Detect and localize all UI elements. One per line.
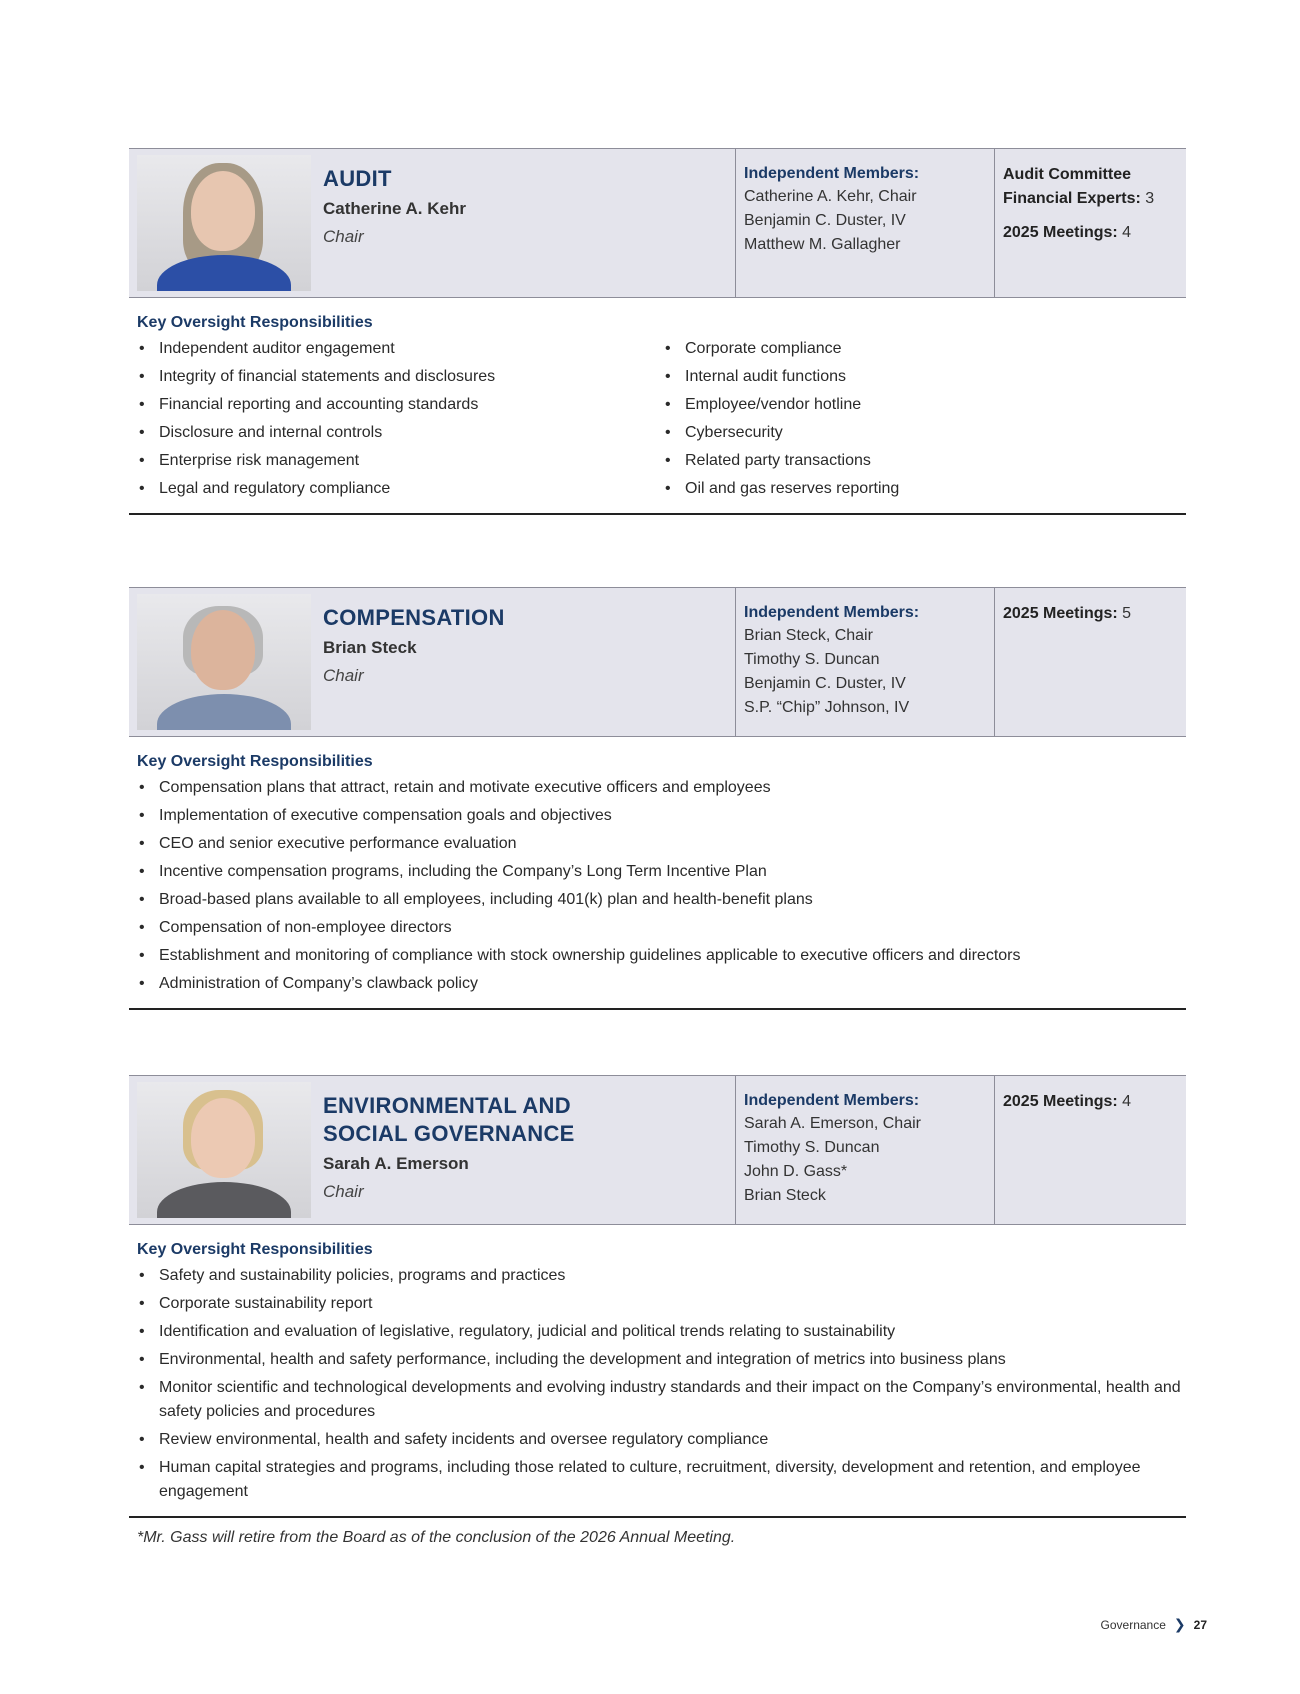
committee-header: [129, 1075, 1186, 1225]
list-item: • Safety and sustainability policies, programs and practices: [137, 1264, 1186, 1288]
list-item: • Internal audit functions: [663, 365, 899, 389]
chair-name: Brian Steck: [323, 638, 417, 657]
list-item: • Compensation of non-employee directors: [137, 916, 1186, 940]
list-item: • Cybersecurity: [663, 421, 899, 445]
list-item: • Enterprise risk management: [137, 449, 663, 473]
responsibilities-list: [137, 1264, 1186, 1504]
page-number: 27: [1193, 1617, 1207, 1632]
list-item: • Environmental, health and safety performance, including the development and integration of metrics into business plans: [137, 1348, 1186, 1372]
member: S.P. “Chip” Johnson, IV: [744, 699, 910, 716]
member: Catherine A. Kehr, Chair: [744, 188, 917, 205]
chair-photo: [137, 1082, 311, 1218]
esg-committee: [129, 1075, 1186, 1518]
list-item: • Implementation of executive compensation goals and objectives: [137, 804, 1186, 828]
responsibilities: [129, 1225, 1186, 1518]
chair-role: Chair: [323, 1182, 364, 1201]
member: Benjamin C. Duster, IV: [744, 675, 906, 692]
list-item: • Compensation plans that attract, retain and motivate executive officers and employees: [137, 776, 1186, 800]
member: Timothy S. Duncan: [744, 1139, 880, 1156]
list-item: • Identification and evaluation of legislative, regulatory, judicial and political trends relating to sustainability: [137, 1320, 1186, 1344]
list-item: • Administration of Company’s clawback policy: [137, 972, 1186, 996]
list-item: • Oil and gas reserves reporting: [663, 477, 899, 501]
responsibilities: [129, 298, 1186, 515]
responsibilities-list-left: [137, 337, 663, 505]
list-item: • Broad-based plans available to all employees, including 401(k) plan and health-benefit plans: [137, 888, 1186, 912]
responsibilities: [129, 737, 1186, 1010]
chair-name: Catherine A. Kehr: [323, 199, 466, 218]
compensation-committee: [129, 587, 1186, 1010]
members-label: Independent Members:: [744, 1092, 920, 1109]
list-item: • Review environmental, health and safety incidents and oversee regulatory compliance: [137, 1428, 1186, 1452]
list-item: • Incentive compensation programs, including the Company’s Long Term Incentive Plan: [137, 860, 1186, 884]
list-item: • Independent auditor engagement: [137, 337, 663, 361]
list-item: • Financial reporting and accounting standards: [137, 393, 663, 417]
stats-column: [994, 1076, 1186, 1224]
stats-column: [994, 149, 1186, 297]
footer-section: Governance: [1100, 1617, 1166, 1632]
responsibilities-list: [137, 776, 1186, 996]
chair-role: Chair: [323, 666, 364, 685]
list-item: • Corporate sustainability report: [137, 1292, 1186, 1316]
list-item: • Employee/vendor hotline: [663, 393, 899, 417]
list-item: • Establishment and monitoring of compliance with stock ownership guidelines applicable to executive officers and directors: [137, 944, 1186, 968]
chevron-right-icon: ❯: [1173, 1616, 1186, 1632]
financial-experts-stat: Audit Committee Financial Experts: 3: [1003, 166, 1155, 207]
list-item: • Related party transactions: [663, 449, 899, 473]
committee-title: AUDIT: [323, 166, 392, 191]
responsibilities-list-right: [663, 337, 899, 505]
chair-name: Sarah A. Emerson: [323, 1154, 469, 1173]
list-item: • Monitor scientific and technological developments and evolving industry standards and their impact on the Company’s environmental, health and safety policies and procedures: [137, 1376, 1186, 1424]
list-item: • Legal and regulatory compliance: [137, 477, 663, 501]
member: John D. Gass*: [744, 1163, 848, 1180]
footnote: *Mr. Gass will retire from the Board as of the conclusion of the 2026 Annual Meeting.: [137, 1529, 736, 1546]
chair-photo: [137, 155, 311, 291]
chair-role: Chair: [323, 227, 364, 246]
member: Timothy S. Duncan: [744, 651, 880, 668]
member: Matthew M. Gallagher: [744, 236, 901, 253]
page-footer: [1101, 1616, 1207, 1633]
meetings-stat: 2025 Meetings: 4: [1003, 1093, 1132, 1110]
committee-title: COMPENSATION: [323, 605, 505, 630]
committee-header: [129, 148, 1186, 298]
list-item: • Integrity of financial statements and disclosures: [137, 365, 663, 389]
members-label: Independent Members:: [744, 165, 920, 182]
meetings-stat: 2025 Meetings: 4: [1003, 224, 1132, 241]
list-item: • Disclosure and internal controls: [137, 421, 663, 445]
member: Sarah A. Emerson, Chair: [744, 1115, 921, 1132]
audit-committee: [129, 148, 1186, 515]
responsibilities-title: Key Oversight Responsibilities: [137, 753, 373, 770]
responsibilities-title: Key Oversight Responsibilities: [137, 1241, 373, 1258]
stats-column: [994, 588, 1186, 736]
list-item: • Human capital strategies and programs, including those related to culture, recruitment, diversity, development and retention, and employee engagement: [137, 1456, 1186, 1504]
list-item: • CEO and senior executive performance evaluation: [137, 832, 1186, 856]
committee-title: ENVIRONMENTAL AND SOCIAL GOVERNANCE: [323, 1093, 575, 1146]
members-column: [735, 149, 994, 297]
member: Brian Steck: [744, 1187, 826, 1204]
responsibilities-title: Key Oversight Responsibilities: [137, 314, 373, 331]
meetings-stat: 2025 Meetings: 5: [1003, 605, 1132, 622]
list-item: • Corporate compliance: [663, 337, 899, 361]
member: Brian Steck, Chair: [744, 627, 873, 644]
members-column: [735, 1076, 994, 1224]
members-column: [735, 588, 994, 736]
member: Benjamin C. Duster, IV: [744, 212, 906, 229]
committee-header: [129, 587, 1186, 737]
chair-photo: [137, 594, 311, 730]
members-label: Independent Members:: [744, 604, 920, 621]
